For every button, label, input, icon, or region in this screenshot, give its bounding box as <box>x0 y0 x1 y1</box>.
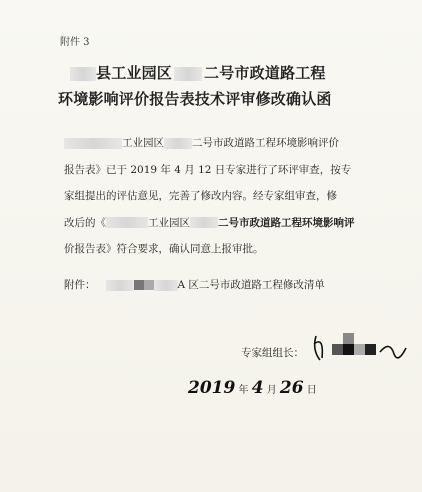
mosaic-redaction <box>343 344 354 355</box>
redacted-region <box>106 217 148 228</box>
redacted-region <box>164 138 192 149</box>
redacted-region <box>174 67 202 81</box>
body-line-3: 家组提出的评估意见，完善了修改内容。经专家组审查，修 <box>64 190 337 202</box>
date-text: 月 <box>266 385 277 396</box>
redacted-region <box>64 138 122 149</box>
expert-leader-label: 专家组组长： <box>241 347 304 359</box>
handwritten-stroke <box>314 336 322 360</box>
attachment-line <box>64 277 325 292</box>
document-title-line2: 环境影响评价报告表技术评审修改确认函 <box>58 90 332 108</box>
body-line-4 <box>64 210 364 237</box>
title-part-a: 县工业园区 <box>96 64 173 82</box>
body-text: 工业园区 <box>148 216 190 229</box>
body-line-5: 价报告表》符合要求，确认同意上报审批。 <box>64 243 264 255</box>
date-day: 26 <box>279 378 304 398</box>
date-text: 年 <box>238 385 249 396</box>
mosaic-redaction <box>354 344 365 355</box>
mosaic-redaction <box>343 333 354 344</box>
body-text: 二号市政道路工程环境影响评价 <box>192 137 339 149</box>
attachment-number-label: 附件 3 <box>60 37 90 48</box>
mosaic-redaction <box>144 280 154 290</box>
mosaic-redaction <box>365 344 376 355</box>
attachment-label: 附件： <box>64 279 96 291</box>
document-title-line1 <box>70 62 326 83</box>
body-line-1 <box>64 130 364 157</box>
date-year: 2019 <box>188 378 236 398</box>
signature-mark <box>310 330 410 370</box>
body-text: 二号市政道路工程环境影响评 <box>218 216 355 229</box>
title-part-b: 二号市政道路工程 <box>204 64 326 82</box>
redacted-region <box>106 280 134 291</box>
redacted-region <box>190 217 218 228</box>
date-month: 4 <box>251 378 264 398</box>
handwritten-stroke <box>380 346 406 357</box>
redacted-region <box>154 280 178 291</box>
mosaic-redaction <box>332 344 343 355</box>
body-line-2: 报告表》已于 2019 年 4 月 12 日专家进行了环评审查，按专 <box>64 163 352 176</box>
mosaic-redaction <box>134 280 144 290</box>
body-text: 改后的《 <box>64 216 106 229</box>
body-text: 工业园区 <box>122 137 164 149</box>
redacted-region <box>70 67 96 81</box>
date-text: 日 <box>306 385 317 396</box>
signing-date <box>188 378 317 398</box>
attachment-text: A 区二号市政道路工程修改清单 <box>177 279 325 291</box>
body-paragraph <box>64 130 364 263</box>
